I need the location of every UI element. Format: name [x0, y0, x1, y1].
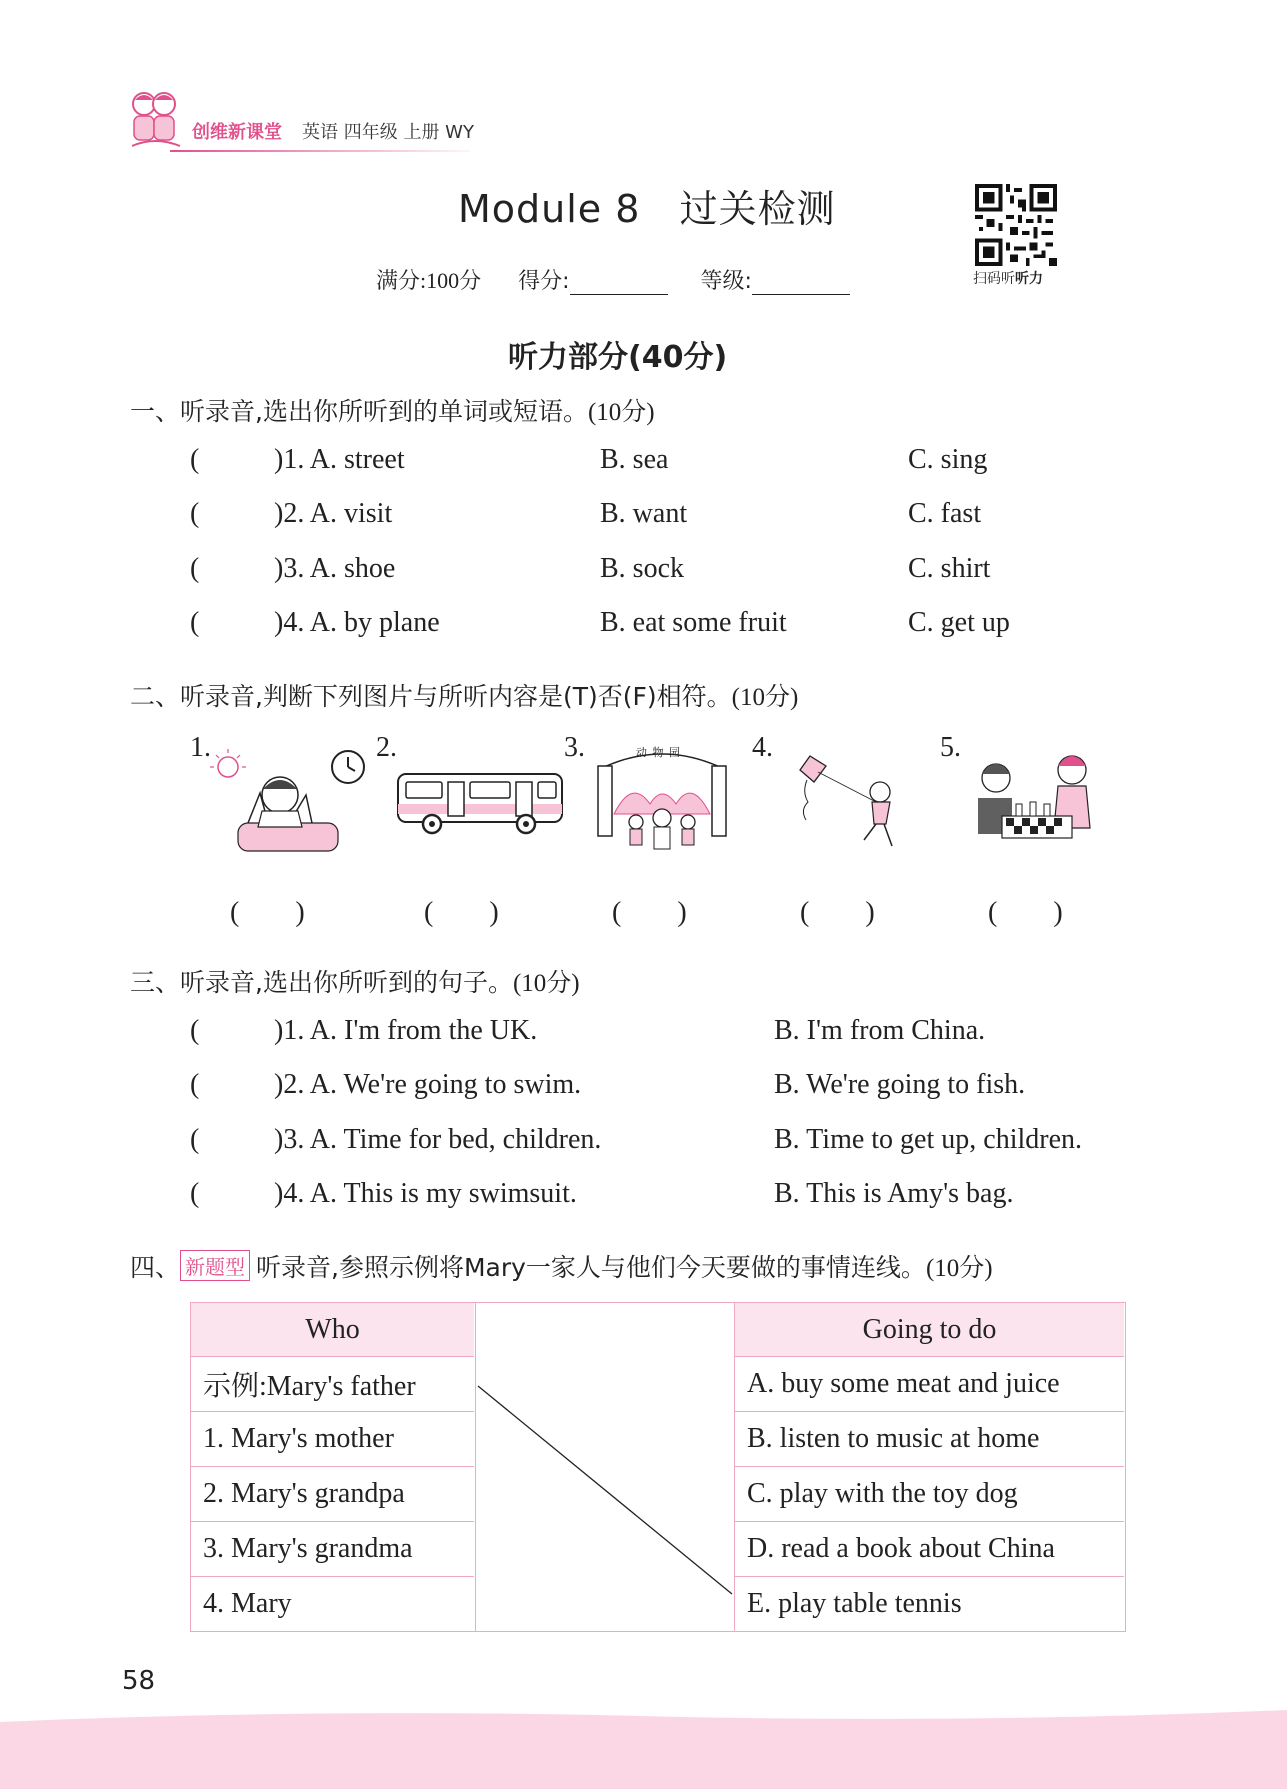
part2-heading — [130, 677, 798, 713]
part3-points: (10分) — [512, 970, 580, 997]
zoo-sign: 动 物 园 — [636, 746, 681, 759]
part3-item-4 — [190, 1178, 577, 1210]
qr-label-bold: 听力 — [1015, 271, 1043, 287]
answer-paren[interactable]: ( — [190, 607, 200, 638]
part3-item-1-b: B. I'm from China. — [774, 1015, 986, 1046]
answer-paren[interactable]: ( — [190, 1069, 200, 1100]
option-a: )2. A. We're going to swim. — [274, 1069, 582, 1100]
who-row-example[interactable]: 示例:Mary's father — [191, 1357, 474, 1412]
part3-heading — [130, 963, 580, 999]
part3-item-2 — [190, 1069, 581, 1101]
option-a: )4. A. This is my swimsuit. — [274, 1178, 577, 1209]
footer-wave — [0, 1700, 1287, 1789]
brand-name: 创维新课堂 — [192, 122, 282, 143]
page-number: 58 — [122, 1666, 156, 1696]
book-subtitle: 英语 四年级 上册 WY — [302, 122, 474, 143]
part1-item-3 — [190, 553, 395, 585]
option-a: )1. A. I'm from the UK. — [274, 1015, 538, 1046]
todo-row-a[interactable]: A. buy some meat and juice — [735, 1357, 1124, 1412]
who-header: Who — [191, 1303, 474, 1357]
example-match-line — [476, 1302, 734, 1632]
todo-row-b[interactable]: B. listen to music at home — [735, 1412, 1124, 1467]
grade-blank[interactable] — [752, 271, 850, 295]
option-a: )4. A. by plane — [274, 607, 440, 638]
header-divider — [170, 150, 470, 152]
option-a: )1. A. street — [274, 444, 405, 475]
listening-section-title: 听力部分(40分) — [508, 340, 728, 375]
todo-row-e[interactable]: E. play table tennis — [747, 1587, 962, 1619]
todo-row-c[interactable]: C. play with the toy dog — [735, 1467, 1124, 1522]
answer-paren[interactable]: ( — [190, 444, 200, 475]
option-a: )3. A. shoe — [274, 553, 396, 584]
part3-item-3-b: B. Time to get up, children. — [774, 1124, 1082, 1155]
option-a: )3. A. Time for bed, children. — [274, 1124, 602, 1155]
score-blank[interactable] — [570, 271, 668, 295]
answer-paren[interactable]: ( — [190, 553, 200, 584]
part3-item-2-b: B. We're going to fish. — [774, 1069, 1026, 1100]
part1-item-2 — [190, 498, 392, 530]
part3-item-1 — [190, 1015, 537, 1047]
part4-prefix: 四、 — [130, 1253, 181, 1282]
part2-heading-text: 二、听录音,判断下列图片与所听内容是(T)否(F)相符。 — [130, 682, 732, 711]
picture-number-3: 3. — [564, 732, 585, 763]
who-row-3[interactable]: 3. Mary's grandma — [191, 1522, 474, 1577]
score-label: 得分: — [518, 269, 570, 294]
part1-item-2-c: C. fast — [908, 498, 982, 529]
qr-code-icon[interactable] — [975, 184, 1057, 266]
part1-item-1-c: C. sing — [908, 444, 988, 475]
answer-paren-5[interactable]: ( ) — [988, 897, 1063, 928]
part1-item-2-b: B. want — [600, 498, 688, 529]
part1-item-4-b: B. eat some fruit — [600, 607, 787, 638]
boy-waking-up-picture — [208, 745, 368, 855]
children-playing-chess-picture — [972, 748, 1102, 850]
part3-item-4-b: B. This is Amy's bag. — [774, 1178, 1014, 1209]
brand-mascot-icon — [126, 88, 184, 154]
who-table — [190, 1302, 476, 1632]
todo-row-d[interactable]: D. read a book about China — [735, 1522, 1124, 1577]
picture-number-2: 2. — [376, 732, 397, 763]
part1-item-1-b: B. sea — [600, 444, 669, 475]
part1-item-1 — [190, 444, 405, 476]
option-a: )2. A. visit — [274, 498, 393, 529]
picture-number-4: 4. — [752, 732, 773, 763]
part1-item-3-c: C. shirt — [908, 553, 991, 584]
todo-header: Going to do — [735, 1303, 1124, 1357]
part2-points: (10分) — [731, 684, 799, 711]
part4-heading-text: 听录音,参照示例将Mary一家人与他们今天要做的事情连线。 — [256, 1253, 926, 1282]
part1-item-4-c: C. get up — [908, 607, 1010, 638]
new-question-badge: 新题型 — [180, 1250, 250, 1281]
grade-label: 等级: — [700, 269, 752, 294]
part1-item-4 — [190, 607, 440, 639]
boy-flying-kite-picture — [782, 752, 912, 852]
answer-paren-2[interactable]: ( ) — [424, 897, 499, 928]
page-title: Module 8 过关检测 — [458, 187, 836, 231]
todo-table — [734, 1302, 1126, 1632]
part3-item-3 — [190, 1124, 601, 1156]
picture-number-5: 5. — [940, 732, 961, 763]
part1-points: (10分) — [587, 399, 655, 426]
who-row-4[interactable]: 4. Mary — [203, 1587, 292, 1619]
part4-points: (10分) — [925, 1255, 993, 1282]
who-row-2[interactable]: 2. Mary's grandpa — [191, 1467, 474, 1522]
answer-paren[interactable]: ( — [190, 1124, 200, 1155]
answer-paren-4[interactable]: ( ) — [800, 897, 875, 928]
part1-heading-text: 一、听录音,选出你所听到的单词或短语。 — [130, 397, 588, 426]
answer-paren-1[interactable]: ( ) — [230, 897, 305, 928]
picture-number-1: 1. — [190, 732, 211, 763]
who-row-1[interactable]: 1. Mary's mother — [191, 1412, 474, 1467]
answer-paren[interactable]: ( — [190, 1015, 200, 1046]
part1-item-3-b: B. sock — [600, 553, 684, 584]
answer-paren-3[interactable]: ( ) — [612, 897, 687, 928]
answer-paren[interactable]: ( — [190, 1178, 200, 1209]
full-score: 满分:100分 — [376, 268, 482, 293]
part1-heading — [130, 392, 655, 428]
bus-picture — [396, 770, 566, 836]
part3-heading-text: 三、听录音,选出你所听到的句子。 — [130, 968, 513, 997]
qr-label — [973, 268, 1043, 288]
part4-heading — [130, 1248, 993, 1284]
answer-paren[interactable]: ( — [190, 498, 200, 529]
score-line — [376, 264, 850, 295]
qr-label-text: 扫码听 — [973, 271, 1015, 287]
